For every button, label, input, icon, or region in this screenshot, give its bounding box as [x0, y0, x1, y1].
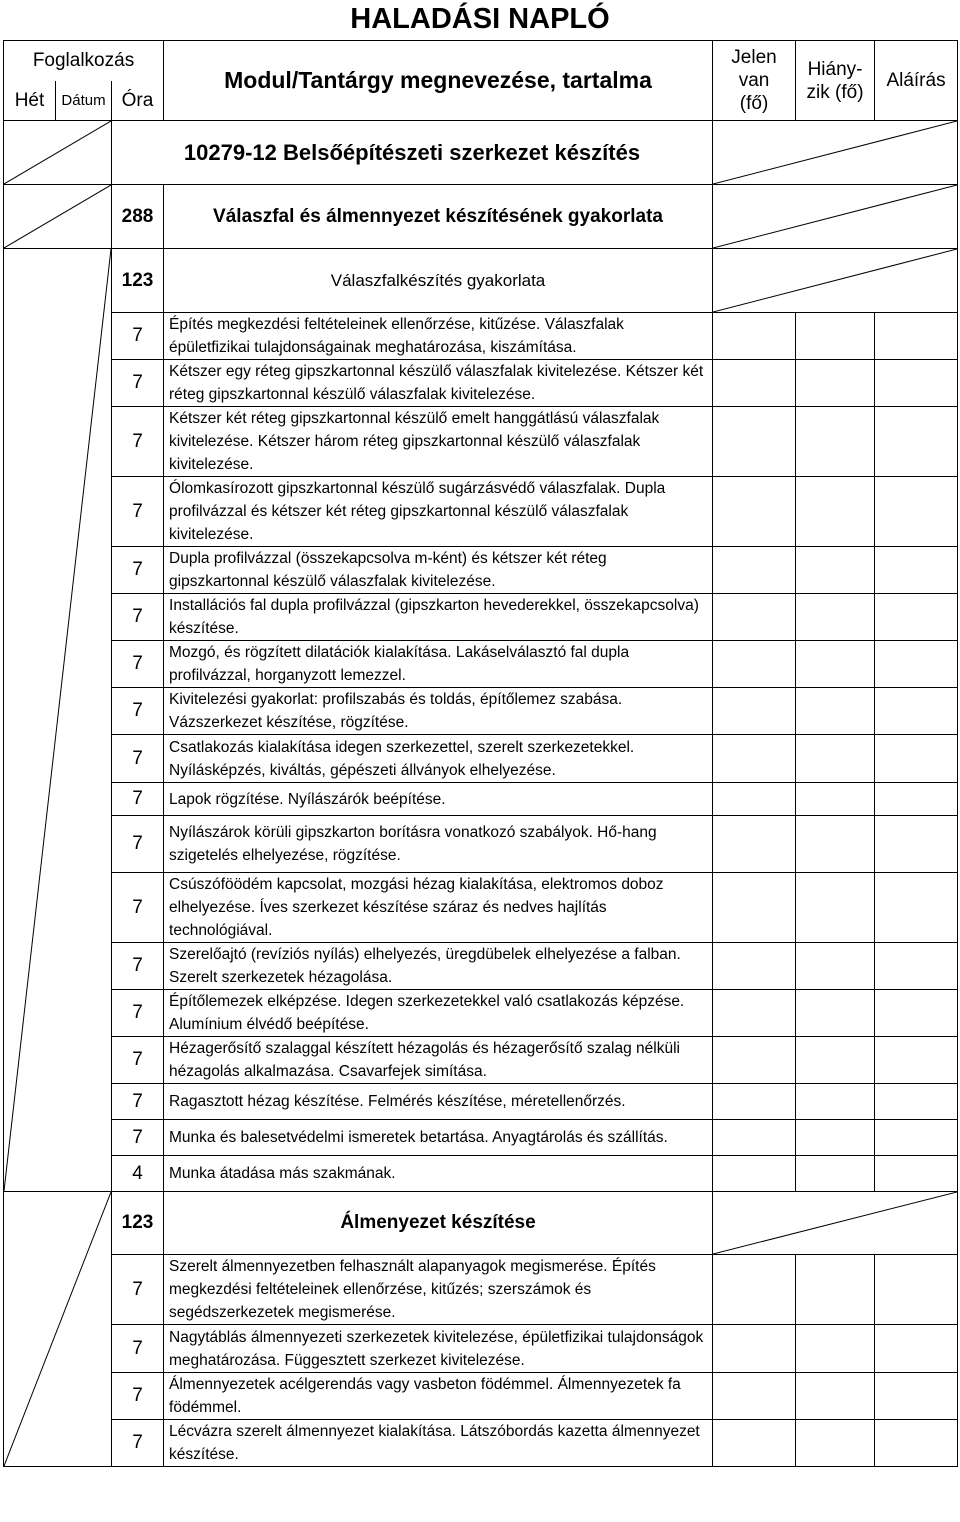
table-row [4, 1037, 958, 1084]
row-description: Csúszóföödém kapcsolat, mozgási hézag kialakítása, elektromos doboz elhelyezése. Íves szerkezet készítése száraz és nedves hajlítás technológiával. [164, 873, 713, 943]
row-hours: 7 [112, 943, 164, 990]
alairas-cell[interactable] [875, 1373, 958, 1420]
module-title: 10279-12 Belsőépítészeti szerkezet készítés [112, 121, 713, 185]
table-row [4, 873, 958, 943]
table-row [4, 1373, 958, 1420]
row-hours: 7 [112, 547, 164, 594]
foglalkozas-header: Foglalkozás [4, 41, 164, 81]
section-title-diagonal-right [713, 249, 958, 313]
row-hours: 7 [112, 1037, 164, 1084]
table-row [4, 477, 958, 547]
jelen-cell[interactable] [713, 990, 796, 1037]
jelen-cell[interactable] [713, 1156, 796, 1192]
subject-hours: 288 [112, 185, 164, 249]
table-row [4, 407, 958, 477]
section-diagonal [4, 1192, 112, 1467]
alairas-cell[interactable] [875, 816, 958, 873]
hiany-cell[interactable] [796, 313, 875, 360]
alairas-header: Aláírás [875, 41, 958, 121]
alairas-cell[interactable] [875, 641, 958, 688]
hiany-cell[interactable] [796, 783, 875, 816]
ora-header: Óra [112, 81, 164, 121]
table-row [4, 735, 958, 783]
section-hours: 123 [112, 249, 164, 313]
progress-log-table [3, 40, 958, 1467]
jelen-cell[interactable] [713, 1120, 796, 1156]
jelen-cell[interactable] [713, 688, 796, 735]
row-description: Mozgó, és rögzített dilatációk kialakítása. Lakáselválasztó fal dupla profilvázzal, horganyzott lemezzel. [164, 641, 713, 688]
hiany-cell[interactable] [796, 943, 875, 990]
row-hours: 7 [112, 641, 164, 688]
module-diagonal [4, 121, 112, 185]
jelen-cell[interactable] [713, 1373, 796, 1420]
alairas-cell[interactable] [875, 407, 958, 477]
table-row [4, 943, 958, 990]
hiany-cell[interactable] [796, 688, 875, 735]
row-description: Kivitelezési gyakorlat: profilszabás és toldás, építőlemez szabása. Vázszerkezet készítése, rögzítése. [164, 688, 713, 735]
hiany-cell[interactable] [796, 735, 875, 783]
table-row [4, 313, 958, 360]
alairas-cell[interactable] [875, 783, 958, 816]
row-hours: 7 [112, 1255, 164, 1325]
jelen-cell[interactable] [713, 783, 796, 816]
row-hours: 7 [112, 407, 164, 477]
table-row [4, 1325, 958, 1373]
alairas-cell[interactable] [875, 1156, 958, 1192]
hiany-cell[interactable] [796, 1325, 875, 1373]
row-description: Csatlakozás kialakítása idegen szerkezettel, szerelt szerkezetekkel. Nyílásképzés, kiváltás, gépészeti állványok elhelyezése. [164, 735, 713, 783]
hiany-cell[interactable] [796, 873, 875, 943]
table-row [4, 688, 958, 735]
het-header: Hét [4, 81, 56, 121]
alairas-cell[interactable] [875, 313, 958, 360]
row-description: Szerelt álmennyezetben felhasznált alapanyagok megismerése. Építés megkezdési feltételeinek ellenőrzése, kitűzés; szerszámok és segédszerkezetek megismerése. [164, 1255, 713, 1325]
hiany-cell[interactable] [796, 1120, 875, 1156]
hiany-cell[interactable] [796, 990, 875, 1037]
jelen-cell[interactable] [713, 816, 796, 873]
alairas-cell[interactable] [875, 688, 958, 735]
row-description: Munka és balesetvédelmi ismeretek betartása. Anyagtárolás és szállítás. [164, 1120, 713, 1156]
row-hours: 7 [112, 990, 164, 1037]
hiany-cell[interactable] [796, 477, 875, 547]
row-description: Installációs fal dupla profilvázzal (gipszkarton hevederekkel, összekapcsolva) készítése. [164, 594, 713, 641]
hiany-cell[interactable] [796, 1156, 875, 1192]
row-hours: 7 [112, 816, 164, 873]
row-description: Hézagerősítő szalaggal készített hézagolás és hézagerősítő szalag nélküli hézagolás alkalmazása. Csavarfejek simítása. [164, 1037, 713, 1084]
module-diagonal-right [713, 121, 958, 185]
row-description: Nagytáblás álmennyezeti szerkezetek kivitelezése, épületfizikai tulajdonságok meghatározása. Függesztett szerkezet kivitelezése. [164, 1325, 713, 1373]
alairas-cell[interactable] [875, 1255, 958, 1325]
jelen-cell[interactable] [713, 360, 796, 407]
row-hours: 7 [112, 735, 164, 783]
row-description: Munka átadása más szakmának. [164, 1156, 713, 1192]
jelen-cell[interactable] [713, 407, 796, 477]
table-row [4, 547, 958, 594]
table-row [4, 360, 958, 407]
row-description: Építés megkezdési feltételeinek ellenőrzése, kitűzése. Válaszfalak épületfizikai tulajdonságainak meghatározása, kiszámítása. [164, 313, 713, 360]
alairas-cell[interactable] [875, 990, 958, 1037]
hiany-cell[interactable] [796, 1373, 875, 1420]
datum-header: Dátum [56, 81, 112, 121]
row-hours: 7 [112, 783, 164, 816]
row-description: Ólomkasírozott gipszkartonnal készülő sugárzásvédő válaszfalak. Dupla profilvázzal és kétszer két réteg gipszkartonnal készülő válaszfalak kivitelezése. [164, 477, 713, 547]
row-hours: 7 [112, 360, 164, 407]
row-hours: 7 [112, 1084, 164, 1120]
row-hours: 7 [112, 477, 164, 547]
section-title-diagonal-right [713, 1192, 958, 1255]
row-hours: 7 [112, 1325, 164, 1373]
jelen-cell[interactable] [713, 873, 796, 943]
jelen-header: Jelen van (fő) [713, 41, 796, 121]
alairas-cell[interactable] [875, 1084, 958, 1120]
jelen-cell[interactable] [713, 1255, 796, 1325]
table-row [4, 816, 958, 873]
subject-diagonal-right [713, 185, 958, 249]
jelen-cell[interactable] [713, 477, 796, 547]
row-hours: 7 [112, 1373, 164, 1420]
section-title: Álmenyezet készítése [164, 1192, 713, 1255]
hiany-cell[interactable] [796, 407, 875, 477]
jelen-cell[interactable] [713, 594, 796, 641]
table-row [4, 594, 958, 641]
jelen-cell[interactable] [713, 1325, 796, 1373]
row-hours: 4 [112, 1156, 164, 1192]
alairas-cell[interactable] [875, 873, 958, 943]
jelen-cell[interactable] [713, 1084, 796, 1120]
modul-header: Modul/Tantárgy megnevezése, tartalma [164, 41, 713, 121]
alairas-cell[interactable] [875, 477, 958, 547]
hiany-cell[interactable] [796, 816, 875, 873]
jelen-cell[interactable] [713, 641, 796, 688]
alairas-cell[interactable] [875, 1325, 958, 1373]
row-description: Kétszer egy réteg gipszkartonnal készülő válaszfalak kivitelezése. Kétszer két réteg gipszkartonnal készülő válaszfalak kivitelezése. [164, 360, 713, 407]
table-row [4, 1084, 958, 1120]
subject-title: Válaszfal és álmennyezet készítésének gyakorlata [164, 185, 713, 249]
alairas-cell[interactable] [875, 1120, 958, 1156]
table-row [4, 1255, 958, 1325]
row-description: Ragasztott hézag készítése. Felmérés készítése, méretellenőrzés. [164, 1084, 713, 1120]
table-row [4, 1156, 958, 1192]
row-hours: 7 [112, 1420, 164, 1467]
jelen-cell[interactable] [713, 547, 796, 594]
alairas-cell[interactable] [875, 1420, 958, 1467]
table-row [4, 1120, 958, 1156]
section-hours: 123 [112, 1192, 164, 1255]
hiany-cell[interactable] [796, 1037, 875, 1084]
row-description: Szerelőajtó (revíziós nyílás) elhelyezés, üregdübelek elhelyezése a falban. Szerelt szerkezetek hézagolása. [164, 943, 713, 990]
row-description: Építőlemezek elképzése. Idegen szerkezetekkel való csatlakozás képzése. Alumínium élvédő beépítése. [164, 990, 713, 1037]
jelen-cell[interactable] [713, 1420, 796, 1467]
subject-diagonal [4, 185, 112, 249]
jelen-cell[interactable] [713, 735, 796, 783]
alairas-cell[interactable] [875, 547, 958, 594]
hiany-cell[interactable] [796, 594, 875, 641]
row-description: Lapok rögzítése. Nyílászárók beépítése. [164, 783, 713, 816]
jelen-cell[interactable] [713, 943, 796, 990]
alairas-cell[interactable] [875, 360, 958, 407]
alairas-cell[interactable] [875, 735, 958, 783]
jelen-cell[interactable] [713, 1037, 796, 1084]
row-description: Nyílászárok körüli gipszkarton borításra vonatkozó szabályok. Hő-hang szigetelés elhelyezése, rögzítése. [164, 816, 713, 873]
row-hours: 7 [112, 313, 164, 360]
row-description: Kétszer két réteg gipszkartonnal készülő emelt hanggátlású válaszfalak kivitelezése. Kétszer három réteg gipszkartonnal készülő válaszfalak kivitelezése. [164, 407, 713, 477]
row-description: Dupla profilvázzal (összekapcsolva m-ként) és kétszer két réteg gipszkartonnal készülő válaszfalak kivitelezése. [164, 547, 713, 594]
section-diagonal [4, 249, 112, 1192]
row-hours: 7 [112, 688, 164, 735]
table-row [4, 990, 958, 1037]
row-description: Álmennyezetek acélgerendás vagy vasbeton födémmel. Álmennyezetek fa födémmel. [164, 1373, 713, 1420]
row-description: Lécvázra szerelt álmennyezet kialakítása. Látszóbordás kazetta álmennyezet készítése. [164, 1420, 713, 1467]
hiany-cell[interactable] [796, 1420, 875, 1467]
hiany-cell[interactable] [796, 360, 875, 407]
hiany-cell[interactable] [796, 547, 875, 594]
table-row [4, 1420, 958, 1467]
hiany-cell[interactable] [796, 1255, 875, 1325]
row-hours: 7 [112, 873, 164, 943]
alairas-cell[interactable] [875, 594, 958, 641]
jelen-cell[interactable] [713, 313, 796, 360]
alairas-cell[interactable] [875, 1037, 958, 1084]
table-row [4, 641, 958, 688]
page-title: HALADÁSI NAPLÓ [350, 3, 610, 35]
section-title: Válaszfalkészítés gyakorlata [164, 249, 713, 313]
hiany-cell[interactable] [796, 641, 875, 688]
table-row [4, 783, 958, 816]
row-hours: 7 [112, 594, 164, 641]
hiany-header: Hiány-zik (fő) [796, 41, 875, 121]
hiany-cell[interactable] [796, 1084, 875, 1120]
alairas-cell[interactable] [875, 943, 958, 990]
row-hours: 7 [112, 1120, 164, 1156]
